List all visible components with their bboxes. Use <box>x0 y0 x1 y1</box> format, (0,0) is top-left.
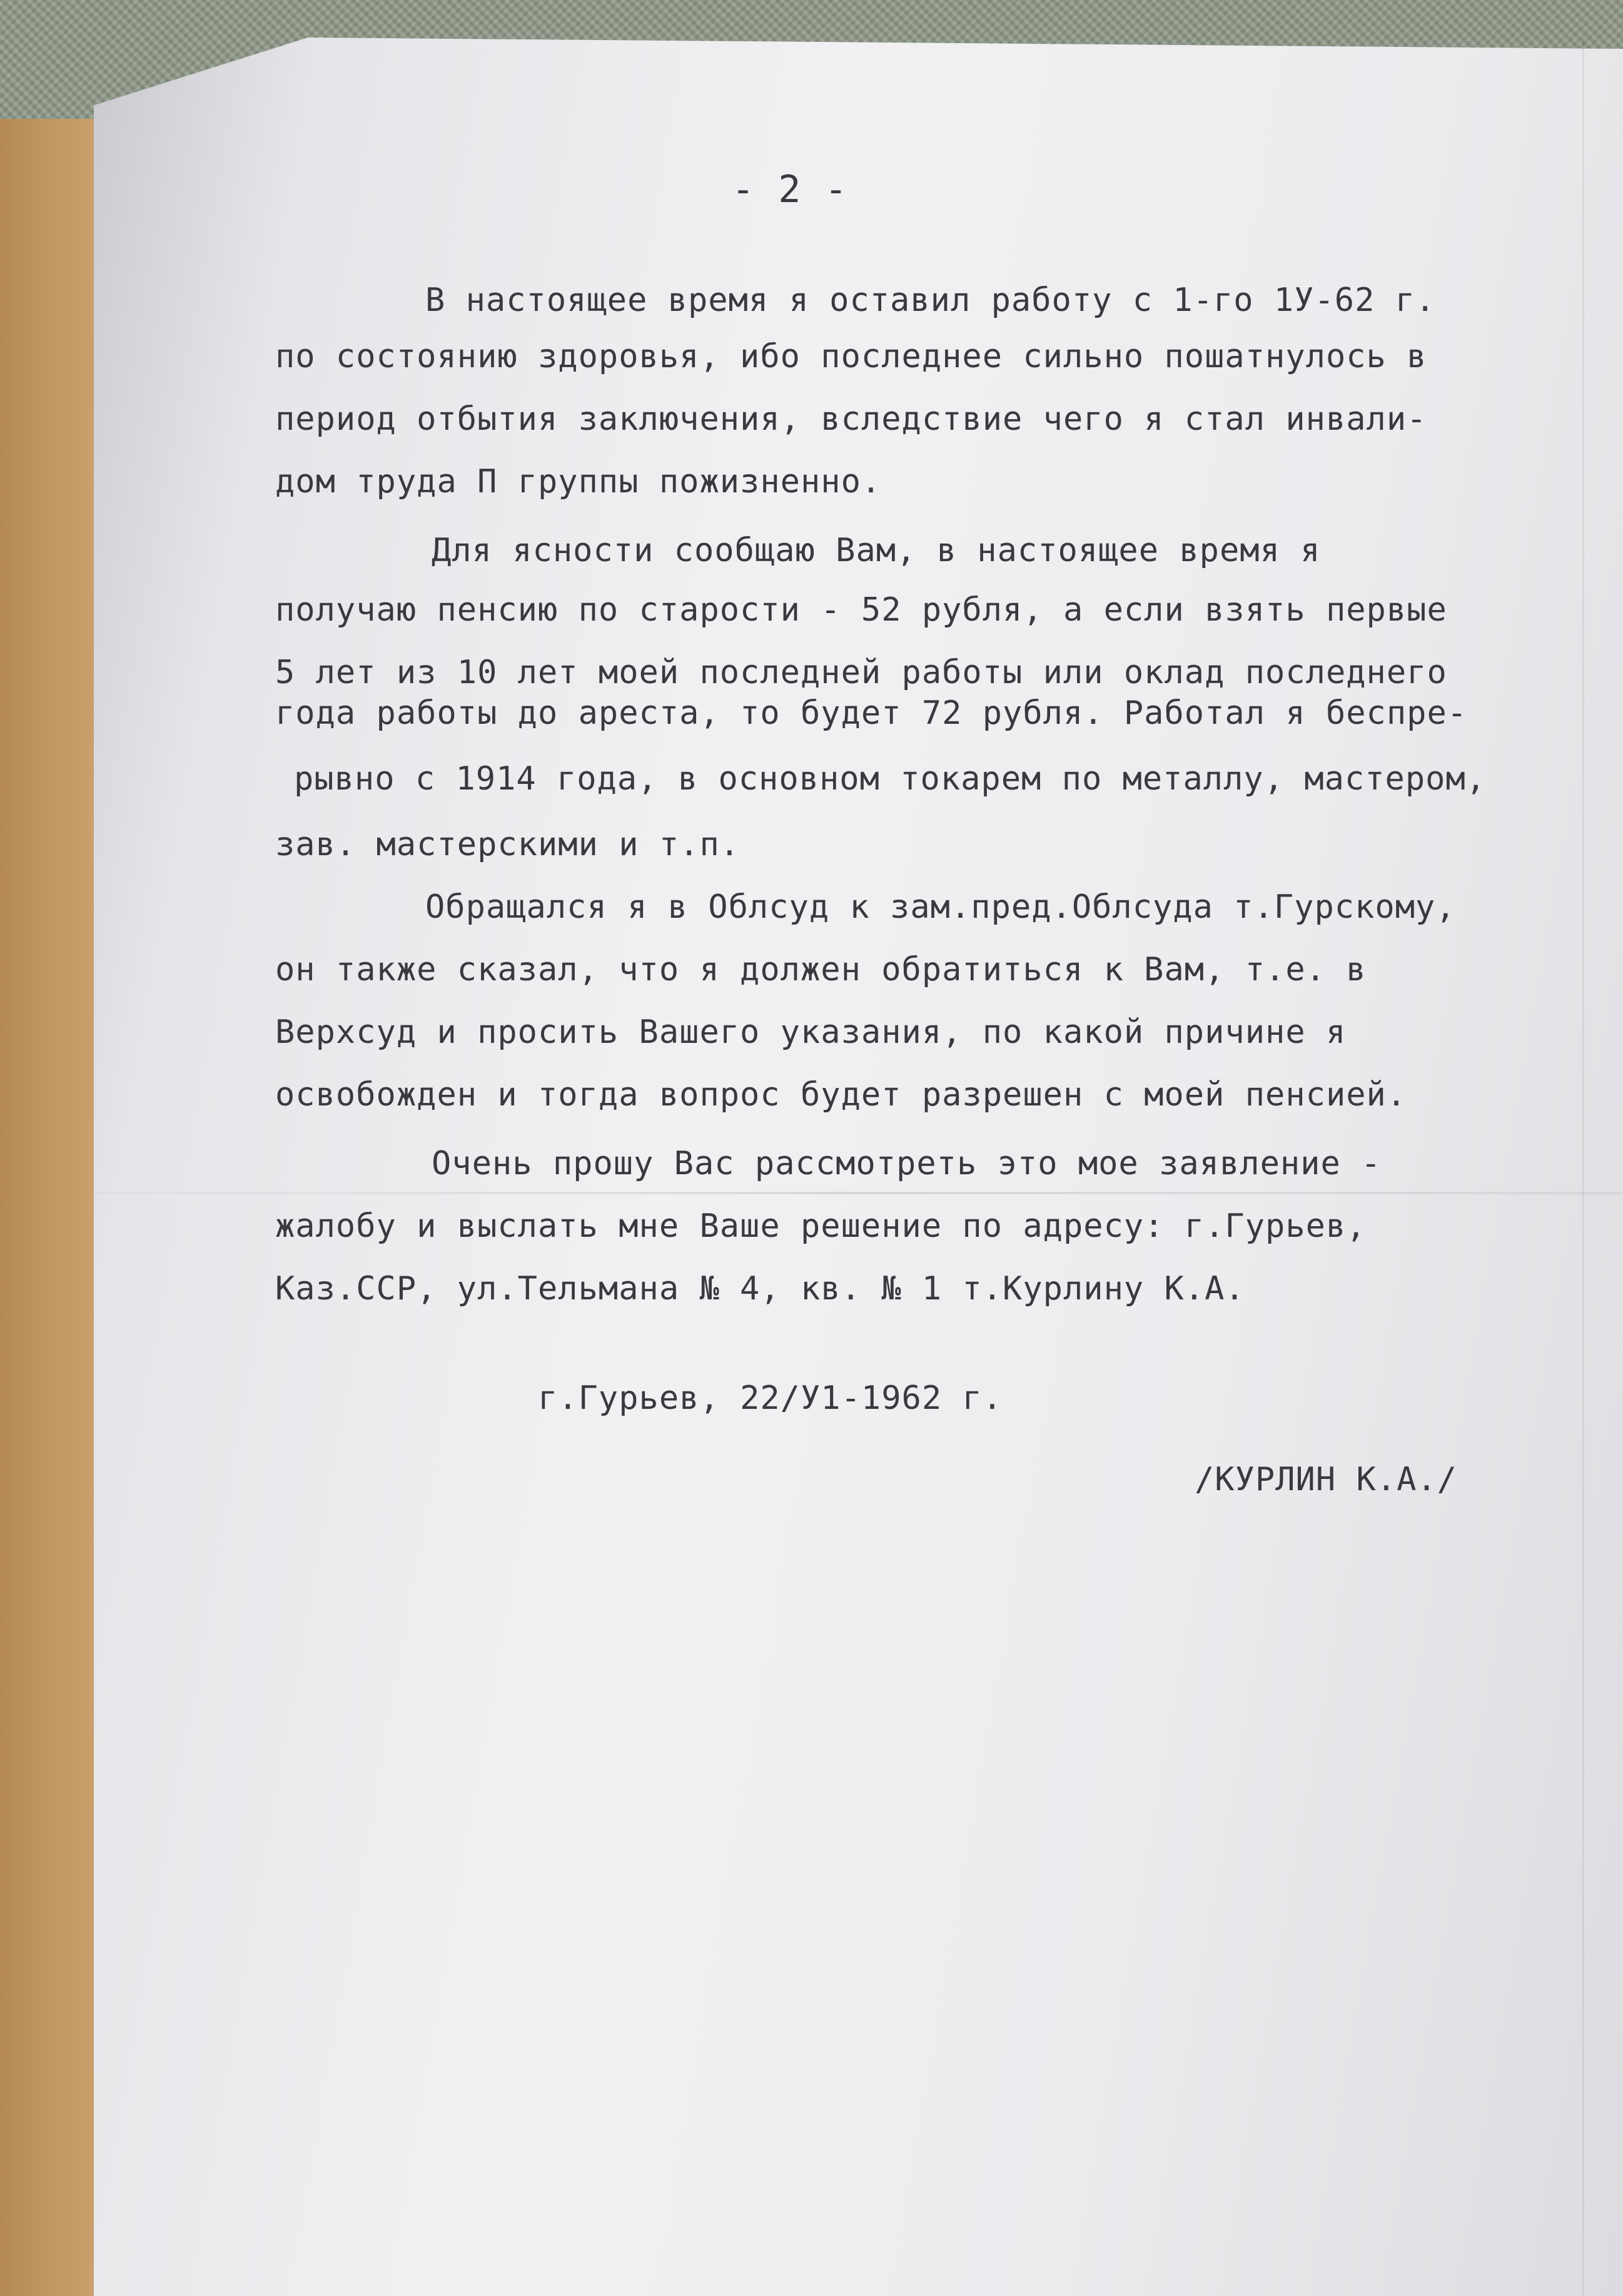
paragraph-1-line-1: В настоящее время я оставил работу с 1-го 1У-62 г. <box>425 282 1436 319</box>
paragraph-1-line-2: по состоянию здоровья, ибо последнее сильно пошатнулось в <box>275 338 1427 375</box>
paragraph-1-line-3: период отбытия заключения, вследствие чего я стал инвали- <box>275 400 1427 438</box>
paragraph-2-line-6: зав. мастерскими и т.п. <box>275 826 741 863</box>
paragraph-2-line-5: рывно с 1914 года, в основном токарем по металлу, мастером, <box>294 760 1487 798</box>
paragraph-4-line-1: Очень прошу Вас рассмотреть это мое заявление - <box>432 1145 1382 1182</box>
vertical-fold <box>1582 38 1584 2296</box>
paragraph-3-line-2: он также сказал, что я должен обратиться к Вам, т.е. в <box>275 951 1367 988</box>
paragraph-4-line-3: Каз.ССР, ул.Тельмана № 4, кв. № 1 т.Курлину К.А. <box>275 1270 1245 1308</box>
signature-line: /КУРЛИН К.А./ <box>1195 1461 1457 1498</box>
page-number: - 2 - <box>732 168 848 211</box>
paragraph-2-line-2: получаю пенсию по старости - 52 рубля, а если взять первые <box>275 591 1447 629</box>
paragraph-3-line-4: освобожден и тогда вопрос будет разрешен с моей пенсией. <box>275 1076 1407 1114</box>
paragraph-3-line-1: Обращался я в Облсуд к зам.пред.Облсуда т.Гурскому, <box>425 888 1456 926</box>
paragraph-2-line-3: 5 лет из 10 лет моей последней работы или оклад последнего <box>275 654 1447 691</box>
horizontal-fold <box>94 1192 1623 1194</box>
place-and-date: г.Гурьев, 22/У1-1962 г. <box>538 1379 1003 1417</box>
paragraph-2-line-4: года работы до ареста, то будет 72 рубля. Работал я беспре- <box>275 694 1468 732</box>
paragraph-3-line-3: Верхсуд и просить Вашего указания, по какой причине я <box>275 1013 1347 1051</box>
paragraph-2-line-1: Для ясности сообщаю Вам, в настоящее время я <box>432 532 1321 569</box>
paragraph-4-line-2: жалобу и выслать мне Ваше решение по адресу: г.Гурьев, <box>275 1207 1367 1245</box>
paragraph-1-line-4: дом труда П группы пожизненно. <box>275 463 882 500</box>
